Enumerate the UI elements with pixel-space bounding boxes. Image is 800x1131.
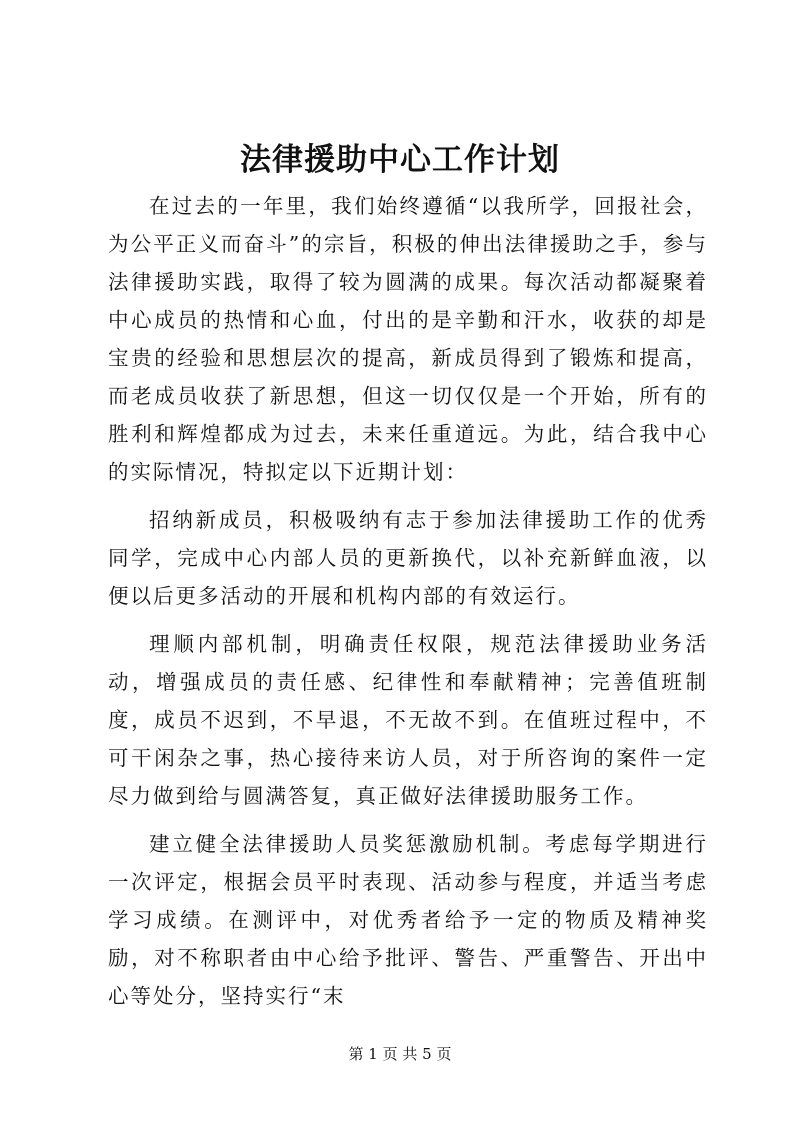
document-title: 法律援助中心工作计划 <box>240 142 560 178</box>
paragraph-intro: 在过去的一年里，我们始终遵循“以我所学，回报社会，为公平正义而奋斗”的宗旨，积极的伸出法律援助之手，参与法律援助实践，取得了较为圆满的成果。每次活动都凝聚着中心成员的热情和心血，付出的是辛勤和汗水，收获的却是宝贵的经验和思想层次的提高，新成员得到了锻炼和提高，而老成员收获了新思想，但这一切仅仅是一个开始，所有的胜利和辉煌都成为过去，未来任重道远。为此，结合我中心的实际情况，特拟定以下近期计划： <box>108 194 708 484</box>
paragraph-recruit-members: 招纳新成员，积极吸纳有志于参加法律援助工作的优秀同学，完成中心内部人员的更新换代，以补充新鲜血液，以便以后更多活动的开展和机构内部的有效运行。 <box>108 508 708 608</box>
page-number-footer: 第 1 页 共 5 页 <box>348 1045 452 1063</box>
paragraph-incentive-mechanism: 建立健全法律援助人员奖惩激励机制。考虑每学期进行一次评定，根据会员平时表现、活动参与程度，并适当考虑学习成绩。在测评中，对优秀者给予一定的物质及精神奖励，对不称职者由中心给予批评、警告、严重警告、开出中心等处分，坚持实行“末 <box>108 832 708 1008</box>
document-body <box>108 187 708 1025</box>
paragraph-internal-mechanism: 理顺内部机制，明确责任权限，规范法律援助业务活动，增强成员的责任感、纪律性和奉献精神；完善值班制度，成员不迟到，不早退，不无故不到。在值班过程中，不可干闲杂之事，热心接待来访人员，对于所咨询的案件一定尽力做到给与圆满答复，真正做好法律援助服务工作。 <box>108 632 708 808</box>
